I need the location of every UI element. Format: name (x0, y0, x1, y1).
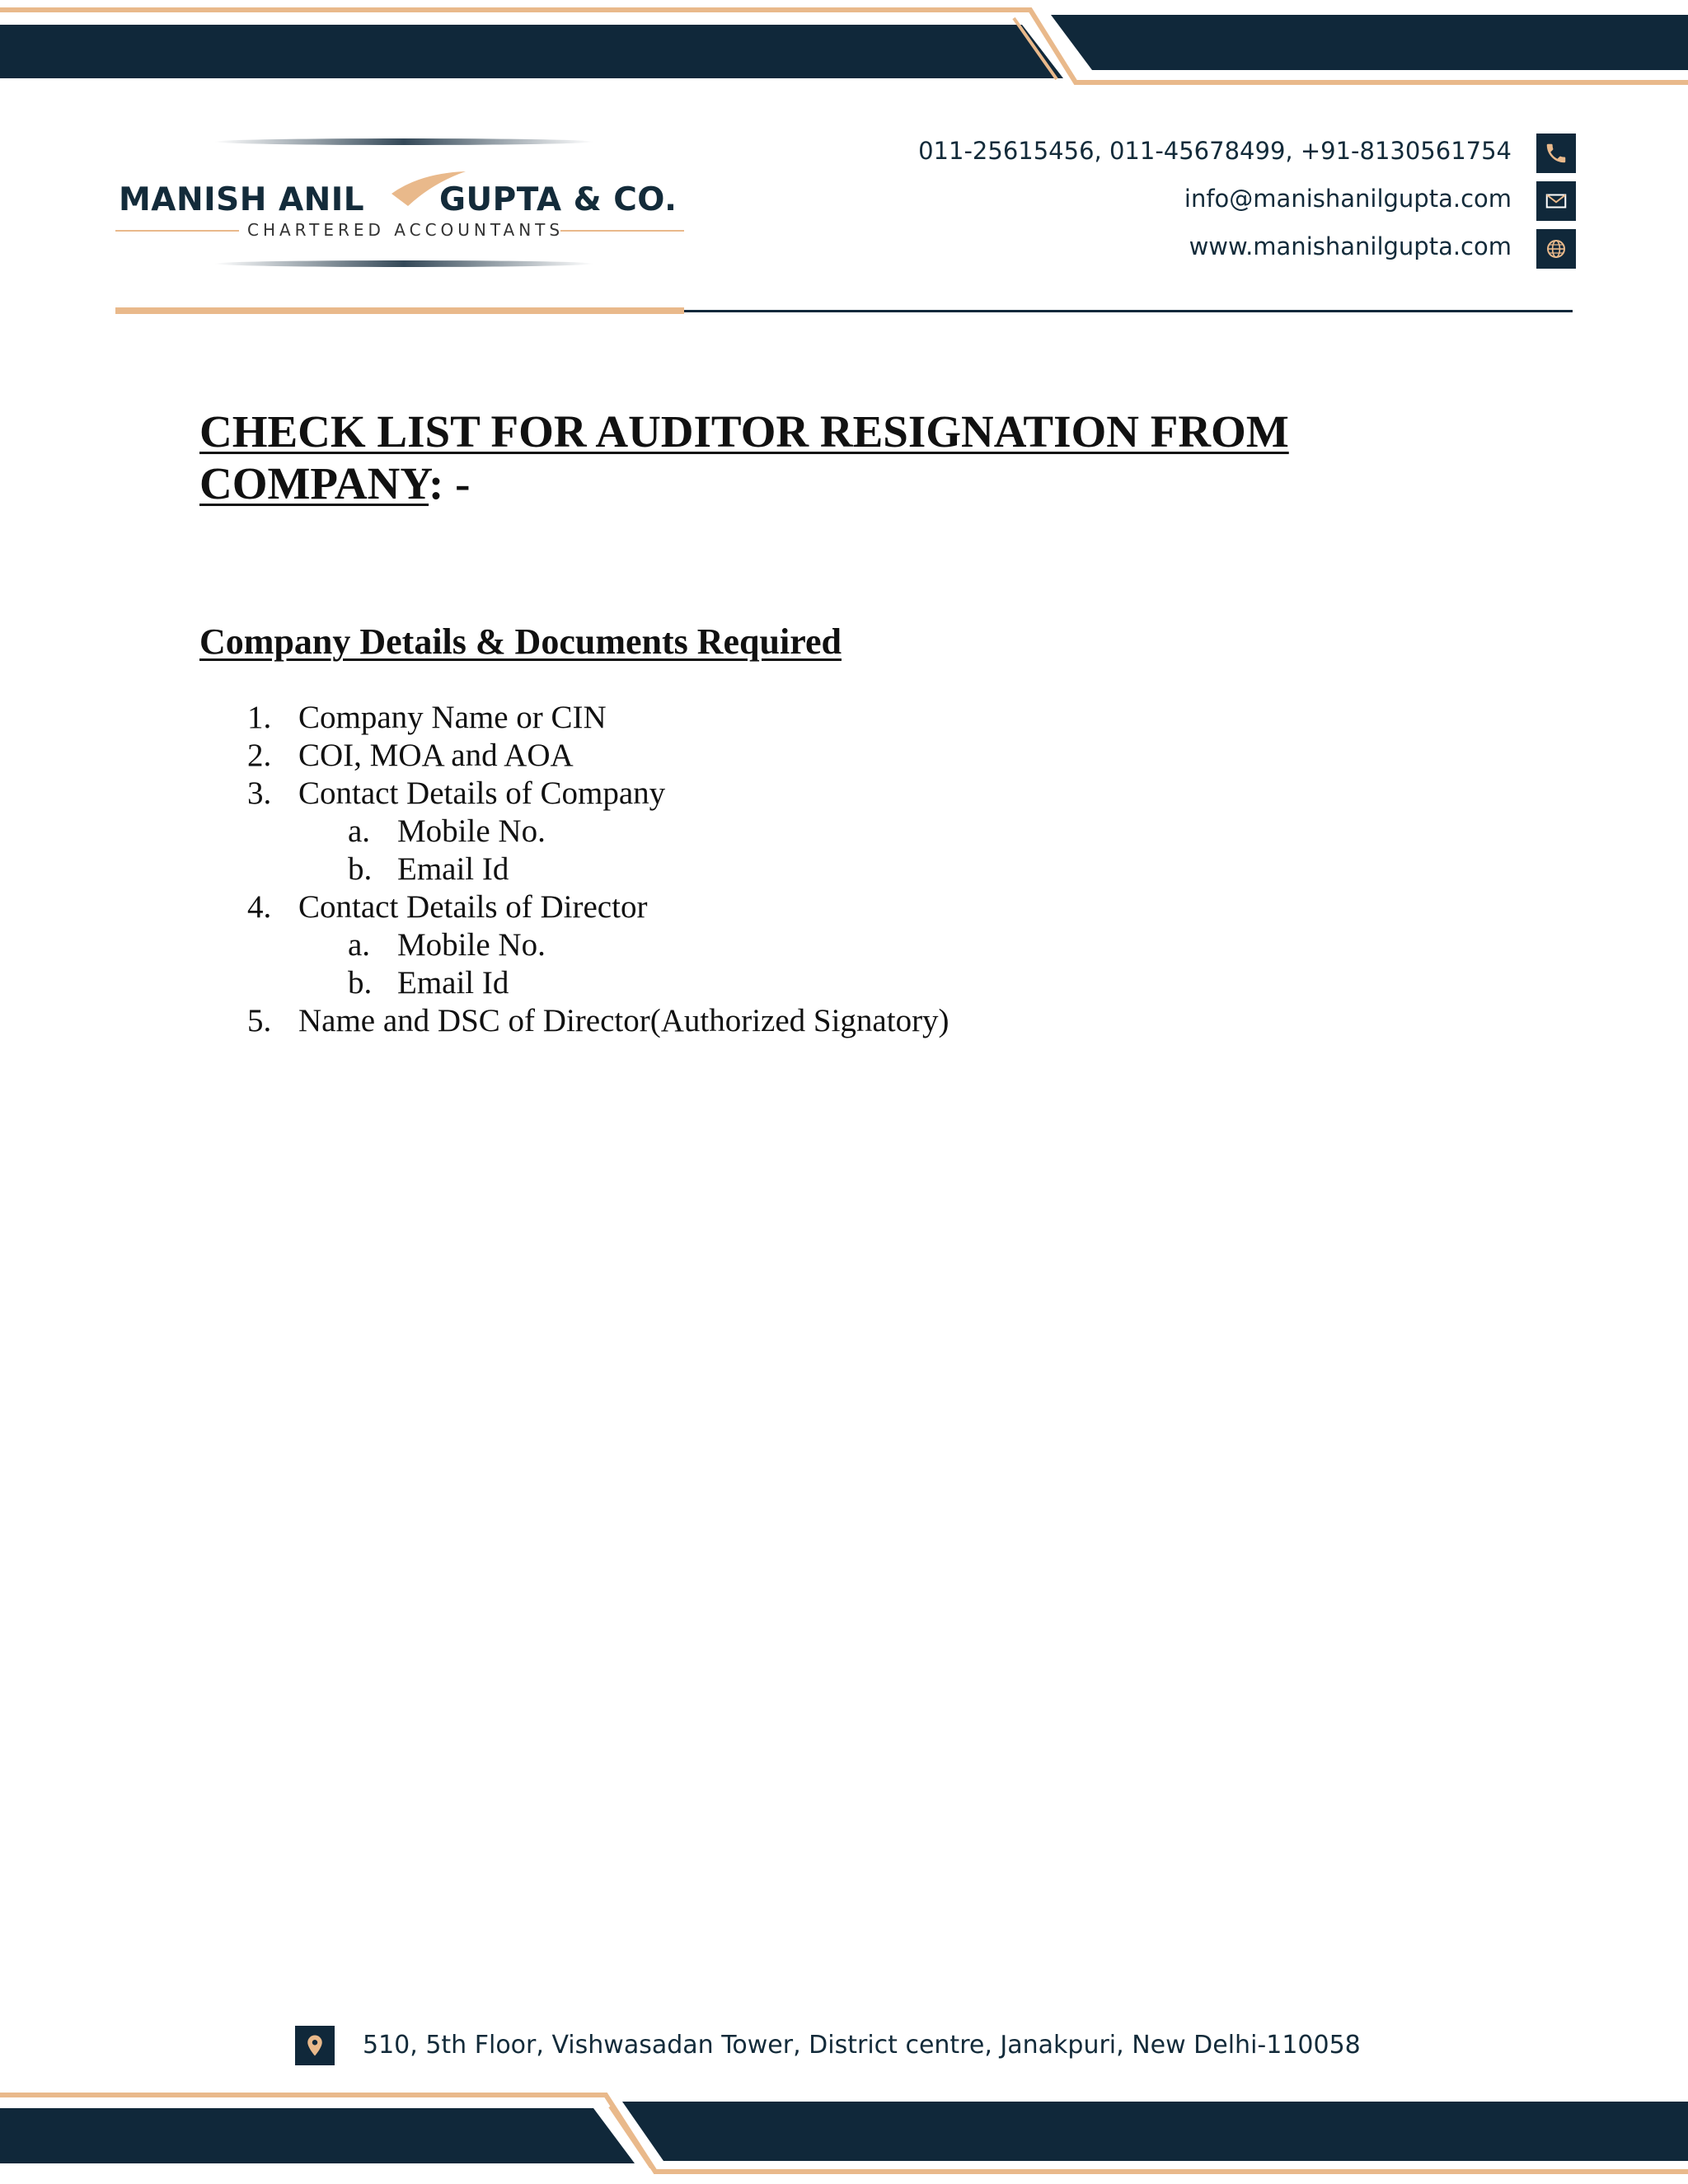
footer-address-text: 510, 5th Floor, Vishwasadan Tower, District centre, Janakpuri, New Delhi-110058 (363, 2031, 1361, 2060)
title-line-2: COMPANY (199, 458, 429, 509)
contact-email[interactable]: info@manishanilgupta.com (1184, 185, 1512, 213)
top-header-band (0, 0, 1688, 91)
list-item-text: COI, MOA and AOA (298, 738, 574, 773)
phone-icon (1536, 134, 1576, 173)
bottom-footer-band (0, 2085, 1688, 2184)
sub-list-item (199, 926, 1436, 964)
sub-list-item-letter: a. (348, 927, 371, 963)
logo-subtitle: CHARTERED ACCOUNTANTS (247, 220, 565, 240)
list-item-text: Name and DSC of Director(Authorized Signatory) (298, 1003, 950, 1038)
contact-block (834, 132, 1576, 275)
contact-phone-row (834, 132, 1576, 180)
footer-address (295, 2026, 1449, 2065)
logo-name-left: MANISH ANIL (119, 181, 365, 218)
sub-list-item-text: Email Id (397, 851, 509, 887)
location-pin-icon (295, 2026, 335, 2065)
sub-list-item-letter: b. (348, 965, 373, 1001)
sub-list-item-letter: a. (348, 813, 371, 849)
list-item-number: 4. (247, 889, 272, 925)
list-item (199, 888, 1436, 926)
section-heading: Company Details & Documents Required (199, 621, 842, 662)
company-logo (115, 132, 692, 276)
list-item-number: 3. (247, 776, 272, 811)
list-item (199, 699, 1436, 737)
document-title (199, 405, 1353, 509)
title-suffix: : - (429, 458, 471, 509)
header-divider-accent (115, 307, 684, 314)
list-item-number: 2. (247, 738, 272, 773)
list-item-number: 5. (247, 1003, 272, 1038)
sub-list-item (199, 964, 1436, 1002)
sub-list-item-text: Email Id (397, 965, 509, 1001)
sub-list-item-text: Mobile No. (397, 813, 546, 849)
contact-email-row (834, 180, 1576, 227)
mail-icon (1536, 181, 1576, 221)
globe-icon (1536, 229, 1576, 269)
sub-list-item (199, 851, 1436, 888)
header-divider-line (684, 310, 1573, 312)
list-item-text: Company Name or CIN (298, 700, 607, 735)
sub-list-item-text: Mobile No. (397, 927, 546, 963)
contact-phone[interactable]: 011-25615456, 011-45678499, +91-8130561754 (918, 137, 1512, 165)
list-item-text: Contact Details of Company (298, 776, 666, 811)
sub-list-item-letter: b. (348, 851, 373, 887)
list-item (199, 737, 1436, 775)
logo-name-right: GUPTA & CO. (439, 181, 678, 218)
checklist (199, 699, 1436, 1040)
contact-website[interactable]: www.manishanilgupta.com (1189, 232, 1512, 260)
title-line-1: CHECK LIST FOR AUDITOR RESIGNATION FROM (199, 406, 1289, 457)
list-item-number: 1. (247, 700, 272, 735)
contact-website-row (834, 227, 1576, 275)
list-item-text: Contact Details of Director (298, 889, 648, 925)
list-item (199, 775, 1436, 813)
sub-list-item (199, 813, 1436, 851)
list-item (199, 1002, 1436, 1040)
